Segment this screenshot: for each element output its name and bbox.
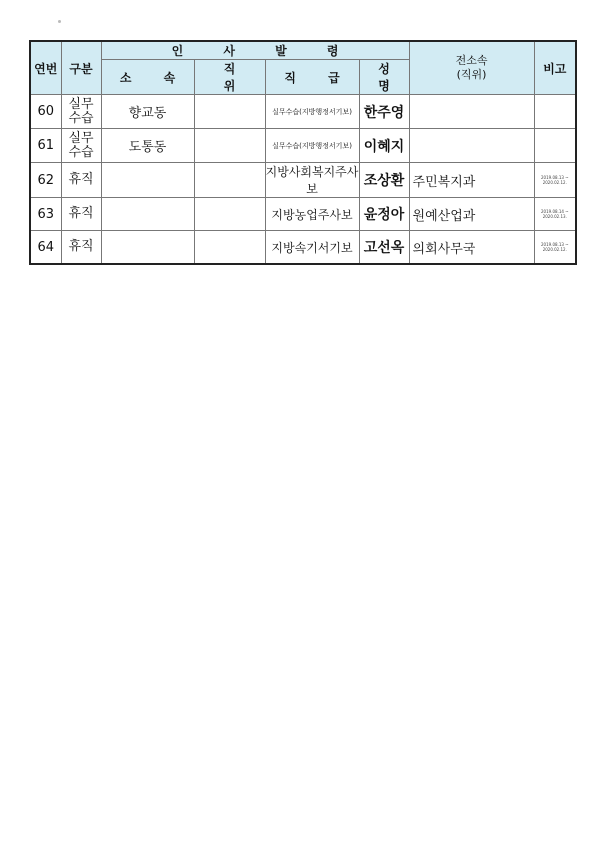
row-name: 조상환: [359, 163, 409, 198]
row-grade: 지방사회복지주사보: [265, 163, 359, 198]
row-category: 실무 수습: [61, 95, 101, 129]
row-name: 이혜지: [359, 129, 409, 163]
row-previous: [409, 129, 534, 163]
row-grade: 지방속기서기보: [265, 231, 359, 265]
header-previous: 전소속 (직위): [409, 41, 534, 95]
row-no: 63: [30, 198, 61, 231]
row-affiliation: 향교동: [101, 95, 194, 129]
row-category: 휴직: [61, 198, 101, 231]
row-name: 한주영: [359, 95, 409, 129]
row-remarks: 2019.08.14 ~ 2020.02.13.: [534, 198, 576, 231]
row-category: 실무 수습: [61, 129, 101, 163]
row-position: [194, 231, 265, 265]
row-previous: 주민복지과: [409, 163, 534, 198]
row-name: 윤정아: [359, 198, 409, 231]
header-grade: 직 급: [265, 60, 359, 95]
row-previous: 의회사무국: [409, 231, 534, 265]
row-grade: 실무수습(지방행정서기보): [265, 95, 359, 129]
row-affiliation: 도통동: [101, 129, 194, 163]
header-personnel-order: 인 사 발 령: [101, 41, 409, 60]
table-row: [30, 95, 576, 129]
row-category: 휴직: [61, 163, 101, 198]
header-remarks: 비고: [534, 41, 576, 95]
row-remarks: 2019.08.13 ~ 2020.02.12.: [534, 163, 576, 198]
scan-speck: [58, 20, 61, 23]
table-row: [30, 129, 576, 163]
row-remarks: 2019.08.13 ~ 2020.02.12.: [534, 231, 576, 265]
row-position: [194, 198, 265, 231]
table-row: [30, 163, 576, 198]
header-no: 연번: [30, 41, 61, 95]
row-position: [194, 163, 265, 198]
row-remarks: [534, 95, 576, 129]
row-grade: 지방농업주사보: [265, 198, 359, 231]
row-affiliation: [101, 198, 194, 231]
header-name: 성 명: [359, 60, 409, 95]
row-no: 64: [30, 231, 61, 265]
header-position: 직 위: [194, 60, 265, 95]
row-affiliation: [101, 163, 194, 198]
row-no: 62: [30, 163, 61, 198]
table-row: [30, 231, 576, 265]
row-grade: 실무수습(지방행정서기보): [265, 129, 359, 163]
row-previous: [409, 95, 534, 129]
row-remarks: [534, 129, 576, 163]
header-affiliation: 소 속: [101, 60, 194, 95]
header-category: 구분: [61, 41, 101, 95]
row-affiliation: [101, 231, 194, 265]
row-no: 61: [30, 129, 61, 163]
row-previous: 원예산업과: [409, 198, 534, 231]
row-no: 60: [30, 95, 61, 129]
row-position: [194, 129, 265, 163]
row-name: 고선옥: [359, 231, 409, 265]
personnel-order-table: [29, 40, 577, 265]
row-category: 휴직: [61, 231, 101, 265]
row-position: [194, 95, 265, 129]
table-row: [30, 198, 576, 231]
